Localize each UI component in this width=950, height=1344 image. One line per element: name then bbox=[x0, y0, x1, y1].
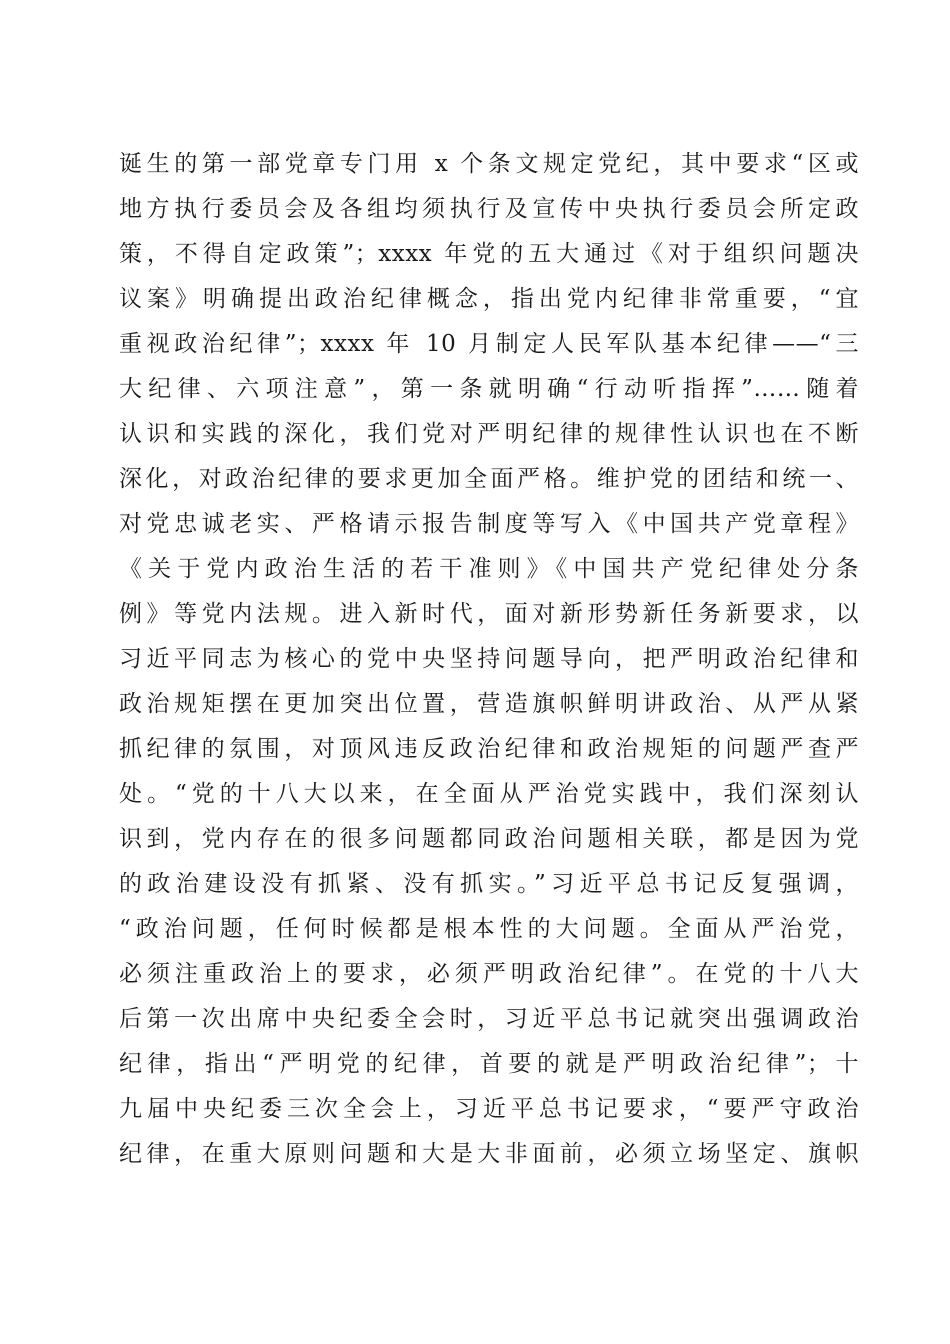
text-line-22: 九届中央纪委三次全会上，习近平总书记要求，“要严守政治 bbox=[119, 1096, 859, 1122]
text-line-18: “政治问题，任何时候都是根本性的大问题。全面从严治党， bbox=[119, 916, 859, 942]
text-line-23: 纪律，在重大原则问题和大是大非面前，必须立场坚定、旗帜 bbox=[119, 1141, 859, 1167]
text-line-20: 后第一次出席中央纪委全会时，习近平总书记就突出强调政治 bbox=[119, 1006, 859, 1032]
text-line-6: 大纪律、六项注意”，第一条就明确“行动听指挥”……随着 bbox=[119, 376, 859, 402]
text-line-4: 议案》明确提出政治纪律概念，指出党内纪律非常重要，“宜 bbox=[119, 286, 859, 312]
text-line-13: 政治规矩摆在更加突出位置，营造旗帜鲜明讲政治、从严从紧 bbox=[119, 691, 859, 717]
text-line-11: 例》等党内法规。进入新时代，面对新形势新任务新要求，以 bbox=[119, 601, 859, 627]
text-line-2: 地方执行委员会及各组均须执行及宣传中央执行委员会所定政 bbox=[119, 196, 859, 222]
body-paragraph bbox=[119, 142, 859, 1177]
text-line-14: 抓纪律的氛围，对顶风违反政治纪律和政治规矩的问题严查严 bbox=[119, 736, 859, 762]
text-line-7: 认识和实践的深化，我们党对严明纪律的规律性认识也在不断 bbox=[119, 421, 859, 447]
text-line-10: 《关于党内政治生活的若干准则》《中国共产党纪律处分条 bbox=[119, 556, 859, 582]
text-line-8: 深化，对政治纪律的要求更加全面严格。维护党的团结和统一、 bbox=[119, 466, 859, 492]
text-line-16: 识到，党内存在的很多问题都同政治问题相关联，都是因为党 bbox=[119, 826, 859, 852]
text-line-3: 策，不得自定政策”；xxxx 年党的五大通过《对于组织问题决 bbox=[119, 241, 859, 267]
text-line-5: 重视政治纪律”；xxxx 年 10 月制定人民军队基本纪律——“三 bbox=[119, 331, 859, 357]
text-line-9: 对党忠诚老实、严格请示报告制度等写入《中国共产党章程》 bbox=[119, 511, 859, 537]
text-line-1: 诞生的第一部党章专门用 x 个条文规定党纪，其中要求“区或 bbox=[119, 151, 859, 177]
text-line-15: 处。“党的十八大以来，在全面从严治党实践中，我们深刻认 bbox=[119, 781, 859, 807]
text-line-17: 的政治建设没有抓紧、没有抓实。”习近平总书记反复强调， bbox=[119, 871, 859, 897]
text-line-19: 必须注重政治上的要求，必须严明政治纪律”。在党的十八大 bbox=[119, 961, 859, 987]
text-line-12: 习近平同志为核心的党中央坚持问题导向，把严明政治纪律和 bbox=[119, 646, 859, 672]
text-line-21: 纪律，指出“严明党的纪律，首要的就是严明政治纪律”；十 bbox=[119, 1051, 859, 1077]
